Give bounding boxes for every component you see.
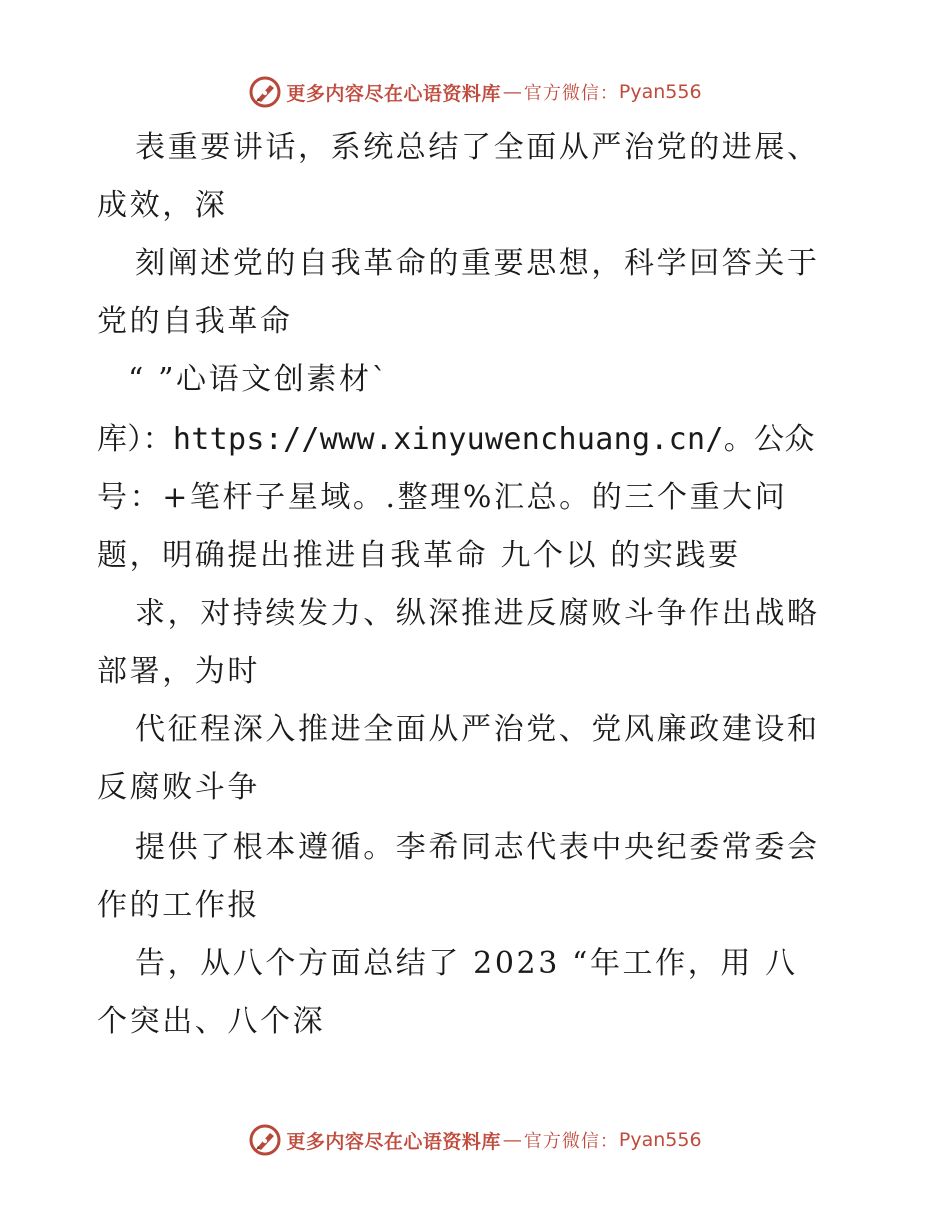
text-line: 号：+笔杆子星域。.整理%汇总。的三个重大问 [97, 480, 788, 515]
text-line: 部署，为时 [97, 654, 260, 689]
text-line: “ ”心语文创素材` [128, 362, 390, 397]
text-line: 告，从八个方面总结了 2023 “年工作，用 八 [135, 946, 798, 981]
text-line: 提供了根本遵循。李希同志代表中央纪委常委会 [135, 830, 820, 865]
wechat-label: 官方微信： [523, 83, 619, 104]
wechat-id: Pyan556 [618, 1129, 702, 1151]
text-line: 反腐败斗争 [97, 770, 260, 805]
pen-logo-icon [248, 1123, 282, 1157]
text-line: 题，明确提出推进自我革命 九个以 的实践要 [97, 538, 741, 573]
text-line: 表重要讲话，系统总结了全面从严治党的进展、 [135, 130, 820, 165]
wechat-id: Pyan556 [618, 81, 702, 103]
text-line: 个突出、八个深 [97, 1004, 326, 1039]
text-line: 作的工作报 [97, 888, 260, 923]
banner-text: 更多内容尽在心语资料库 [286, 1130, 501, 1153]
text-line: 刻阐述党的自我革命的重要思想，科学回答关于 [135, 246, 820, 281]
banner-separator: — [502, 81, 522, 103]
text-line: 代征程深入推进全面从严治党、党风廉政建设和 [135, 712, 820, 747]
text-line: 党的自我革命 [97, 304, 293, 339]
text-line: 求，对持续发力、纵深推进反腐败斗争作出战略 [135, 596, 820, 631]
wechat-label: 官方微信： [523, 1131, 619, 1152]
text-line: 库）：https://www.xinyuwenchuang.cn/。公众 [97, 422, 815, 457]
banner-text: 更多内容尽在心语资料库 [286, 82, 501, 105]
footer-banner [0, 1120, 950, 1160]
banner-separator: — [502, 1129, 522, 1151]
text-line: 成效，深 [97, 188, 228, 223]
